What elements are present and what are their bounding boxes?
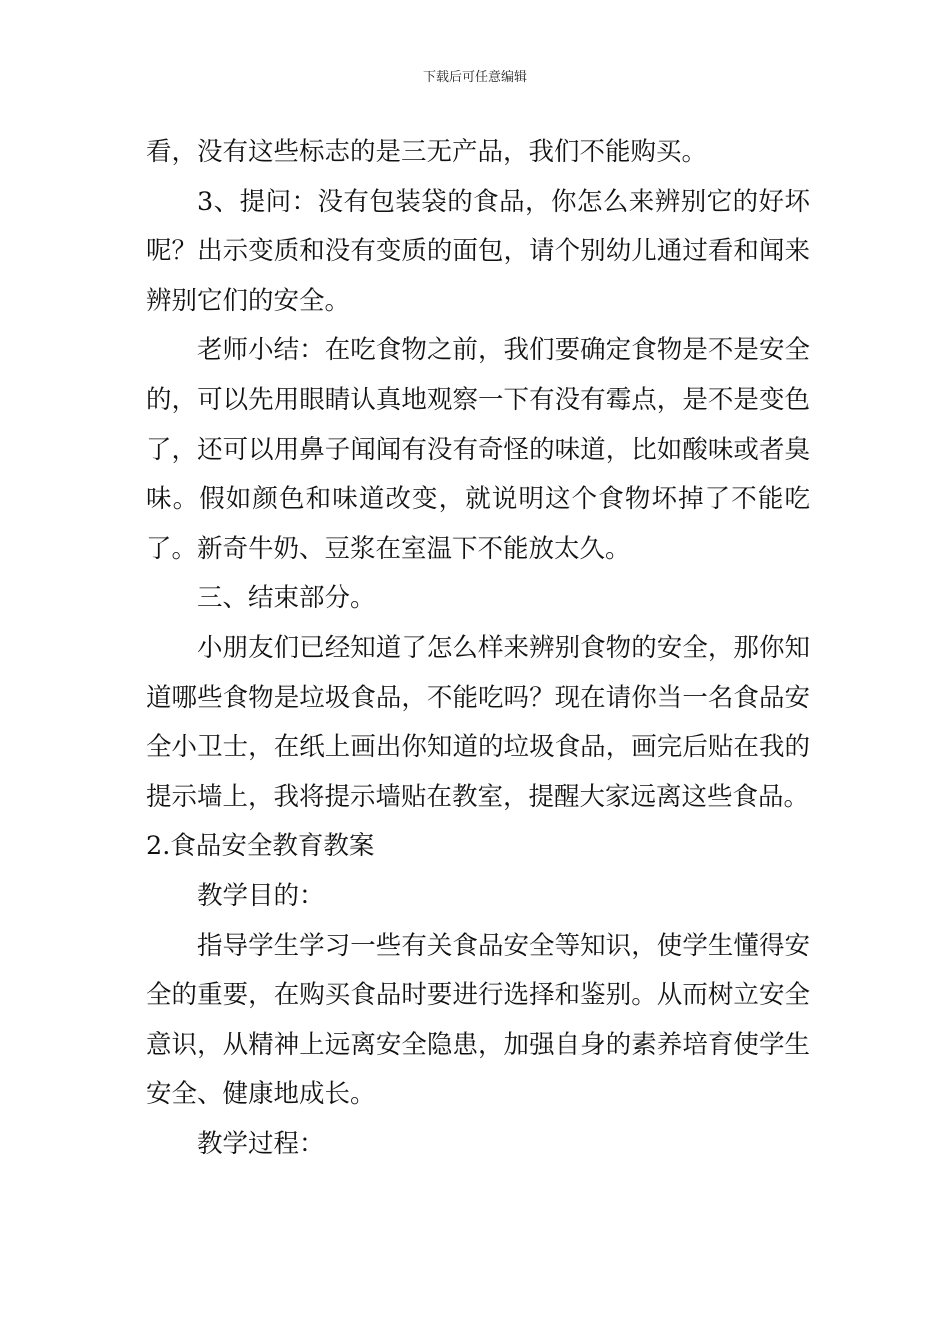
paragraph: 小朋友们已经知道了怎么样来辨别食物的安全，那你知道哪些食物是垃圾食品，不能吃吗？现在请你当一名食品安全小卫士，在纸上画出你知道的垃圾食品，画完后贴在我的提示墙上，我将提示墙贴在教室，提醒大家远离这些食品。	[146, 632, 810, 812]
section-title: 2.食品安全教育教案	[146, 831, 375, 862]
page-header: 下载后可任意编辑	[422, 70, 527, 85]
paragraph: 3、提问：没有包装袋的食品，你怎么来辨别它的好坏呢？出示变质和没有变质的面包，请个别幼儿通过看和闻来辨别它们的安全。	[146, 186, 810, 316]
paragraph: 看，没有这些标志的是三无产品，我们不能购买。	[146, 137, 708, 167]
paragraph: 指导学生学习一些有关食品安全等知识，使学生懂得安全的重要，在购买食品时要进行选择和鉴别。从而树立安全意识，从精神上远离安全隐患，加强自身的素养培育使学生安全、健康地成长。	[146, 930, 810, 1110]
document-body	[146, 128, 810, 1169]
section-heading: 三、结束部分。	[197, 583, 376, 614]
section-heading: 教学目的：	[197, 880, 325, 911]
section-heading: 教学过程：	[197, 1128, 325, 1159]
paragraph: 老师小结：在吃食物之前，我们要确定食物是不是安全的，可以先用眼睛认真地观察一下有没有霉点，是不是变色了，还可以用鼻子闻闻有没有奇怪的味道，比如酸味或者臭味。假如颜色和味道改变，就说明这个食物坏掉了不能吃了。新奇牛奶、豆浆在室温下不能放太久。	[146, 335, 810, 564]
